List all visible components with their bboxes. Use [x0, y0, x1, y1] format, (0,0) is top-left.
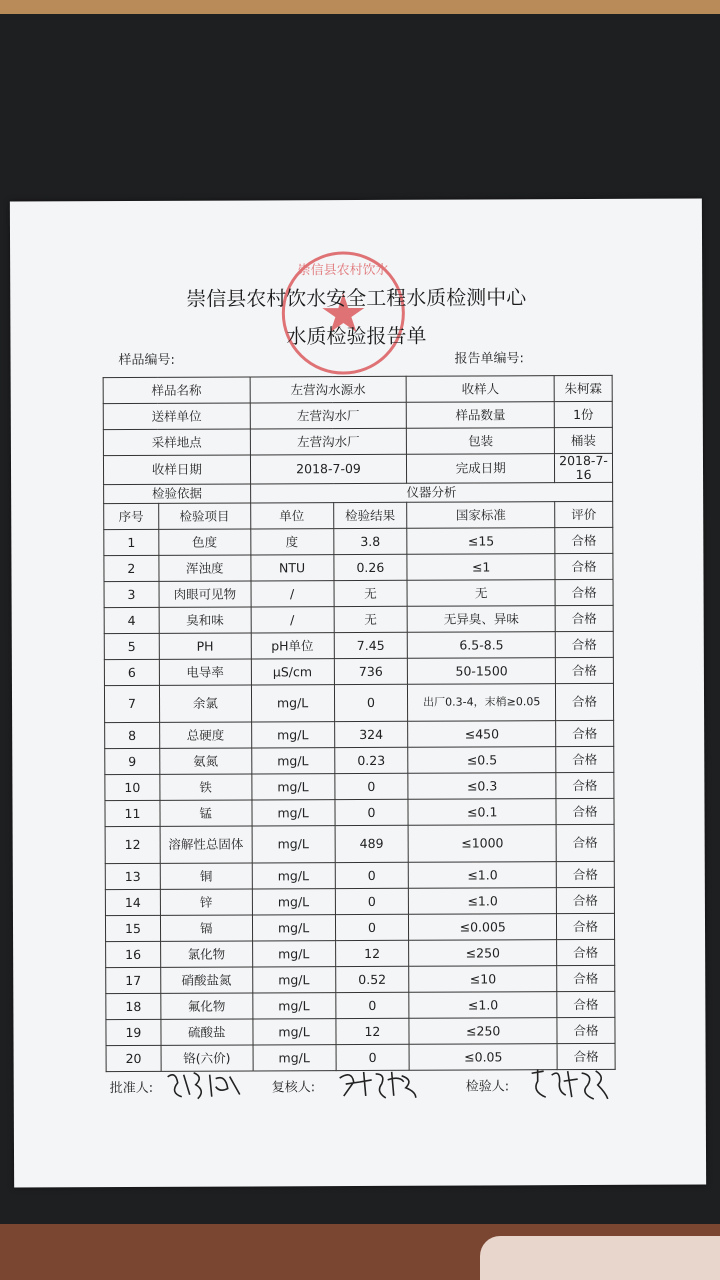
row-result: 12 — [335, 1018, 409, 1044]
row-item: PH — [159, 633, 251, 659]
sender-value: 左营沟水厂 — [250, 402, 407, 429]
svg-text:崇信县农村饮水: 崇信县农村饮水 — [297, 262, 389, 279]
row-item: 浑浊度 — [159, 555, 251, 581]
row-standard: ≤0.1 — [408, 799, 556, 826]
row-standard: ≤0.3 — [408, 773, 556, 800]
table-row — [104, 631, 613, 659]
report-org-title: 崇信县农村饮水安全工程水质检测中心 — [186, 285, 527, 311]
row-eval: 合格 — [555, 657, 613, 683]
report-paper — [10, 198, 706, 1187]
row-unit: mg/L — [252, 889, 335, 915]
row-item: 色度 — [159, 529, 251, 555]
table-row — [105, 913, 614, 941]
row-no: 18 — [106, 993, 161, 1019]
row-standard: 无 — [407, 580, 555, 607]
row-unit: mg/L — [252, 967, 335, 993]
row-eval: 合格 — [556, 861, 614, 887]
table-row — [104, 553, 613, 581]
table-row — [105, 861, 614, 889]
inspector-label: 检验人: — [465, 1079, 510, 1095]
row-result: 0.23 — [334, 747, 408, 773]
row-unit: pH单位 — [251, 633, 334, 659]
row-result: 324 — [334, 721, 408, 747]
row-no: 15 — [105, 915, 160, 941]
row-no: 16 — [106, 941, 161, 967]
row-item: 铁 — [160, 774, 252, 800]
report-no-label: 报告单编号: — [454, 351, 524, 367]
row-no: 8 — [105, 722, 160, 748]
row-result: 0.26 — [333, 554, 407, 580]
row-no: 13 — [105, 863, 160, 889]
row-eval: 合格 — [556, 720, 614, 746]
row-no: 10 — [105, 774, 160, 800]
row-eval: 合格 — [556, 746, 614, 772]
table-row — [105, 824, 614, 863]
row-no: 20 — [106, 1045, 161, 1071]
report-table — [103, 375, 616, 1072]
cloth-edge — [480, 1236, 720, 1280]
row-no: 19 — [106, 1019, 161, 1045]
row-no: 17 — [106, 967, 161, 993]
row-unit: mg/L — [251, 748, 334, 774]
row-result: 0 — [336, 1044, 410, 1070]
receiver-label: 收样人 — [406, 376, 554, 403]
row-item: 镉 — [160, 915, 252, 941]
row-unit: / — [251, 581, 334, 607]
row-standard: ≤1.0 — [409, 888, 557, 915]
table-row — [106, 1017, 615, 1045]
row-unit: mg/L — [253, 1045, 336, 1071]
location-label: 采样地点 — [103, 429, 250, 456]
row-eval: 合格 — [557, 991, 615, 1017]
table-row — [104, 527, 613, 555]
row-unit: mg/L — [252, 941, 335, 967]
col-header-eval: 评价 — [555, 501, 613, 527]
row-eval: 合格 — [555, 605, 613, 631]
info-row — [103, 453, 612, 484]
row-unit: mg/L — [252, 826, 335, 863]
row-unit: 度 — [250, 529, 333, 555]
row-no: 9 — [105, 748, 160, 774]
table-row — [106, 965, 615, 993]
row-result: 736 — [334, 658, 408, 684]
row-eval: 合格 — [555, 579, 613, 605]
row-unit: NTU — [251, 555, 334, 581]
basis-label: 检验依据 — [104, 484, 251, 504]
row-unit: μS/cm — [251, 659, 334, 685]
row-standard: ≤250 — [409, 1018, 557, 1045]
row-eval: 合格 — [557, 1043, 615, 1069]
col-header-no: 序号 — [104, 503, 159, 529]
row-standard: ≤1 — [407, 554, 555, 581]
row-unit: mg/L — [251, 774, 334, 800]
row-standard: 出厂0.3-4，末梢≥0.05 — [408, 684, 556, 722]
row-standard: ≤1.0 — [409, 992, 557, 1019]
official-seal-icon — [278, 248, 409, 379]
row-result: 无 — [334, 580, 408, 606]
row-item: 氨氮 — [160, 748, 252, 774]
table-row — [104, 579, 613, 607]
row-standard: ≤0.005 — [409, 914, 557, 941]
row-eval: 合格 — [555, 527, 613, 553]
row-no: 1 — [104, 529, 159, 555]
row-standard: 50-1500 — [408, 658, 556, 685]
row-standard: ≤1.0 — [409, 862, 557, 889]
row-unit: mg/L — [253, 1019, 336, 1045]
col-header-item: 检验项目 — [159, 503, 251, 529]
table-row — [104, 657, 613, 685]
row-item: 硫酸盐 — [161, 1019, 253, 1045]
row-standard: ≤0.05 — [409, 1044, 557, 1071]
row-item: 肉眼可见物 — [159, 581, 251, 607]
sample-no-label: 样品编号: — [118, 352, 175, 369]
row-no: 7 — [104, 685, 159, 722]
row-eval: 合格 — [556, 798, 614, 824]
table-row — [105, 887, 614, 915]
row-unit: mg/L — [252, 800, 335, 826]
row-no: 11 — [105, 800, 160, 826]
approver-signature — [164, 1067, 244, 1101]
sender-label: 送样单位 — [103, 403, 250, 430]
row-result: 0 — [335, 914, 409, 940]
package-label: 包装 — [407, 428, 555, 455]
basis-value: 仪器分析 — [250, 482, 612, 503]
row-unit: mg/L — [251, 685, 334, 722]
table-row — [106, 991, 615, 1019]
receive-date-value: 2018-7-09 — [250, 454, 407, 484]
table-edge — [0, 0, 720, 14]
row-eval: 合格 — [556, 887, 614, 913]
row-result: 0 — [334, 684, 408, 721]
row-standard: ≤250 — [409, 940, 557, 967]
quantity-value: 1份 — [554, 401, 612, 427]
row-item: 氯化物 — [160, 941, 252, 967]
row-item: 余氯 — [159, 685, 251, 722]
quantity-label: 样品数量 — [407, 402, 555, 429]
col-header-standard: 国家标准 — [407, 502, 555, 529]
table-row — [106, 939, 615, 967]
row-item: 铜 — [160, 863, 252, 889]
row-standard: 6.5-8.5 — [408, 632, 556, 659]
row-no: 12 — [105, 826, 160, 863]
row-eval: 合格 — [555, 683, 613, 720]
report-title: 水质检验报告单 — [286, 323, 427, 349]
info-row — [103, 427, 612, 455]
row-unit: mg/L — [252, 915, 335, 941]
row-no: 3 — [104, 581, 159, 607]
row-unit: mg/L — [252, 863, 335, 889]
row-result: 0 — [334, 773, 408, 799]
row-item: 硝酸盐氮 — [161, 967, 253, 993]
row-standard: ≤15 — [407, 528, 555, 555]
row-eval: 合格 — [556, 824, 614, 861]
sample-name-label: 样品名称 — [103, 377, 250, 404]
table-row — [105, 720, 614, 748]
table-row — [105, 746, 614, 774]
info-row — [103, 401, 612, 429]
row-result: 489 — [335, 825, 409, 862]
row-item: 溶解性总固体 — [160, 826, 252, 863]
row-item: 锰 — [160, 800, 252, 826]
row-unit: / — [251, 607, 334, 633]
complete-date-label: 完成日期 — [407, 454, 555, 484]
row-result: 3.8 — [333, 528, 407, 554]
info-row — [104, 482, 613, 503]
row-unit: mg/L — [251, 722, 334, 748]
row-item: 铬(六价) — [161, 1045, 253, 1071]
row-eval: 合格 — [557, 965, 615, 991]
row-eval: 合格 — [557, 1017, 615, 1043]
row-no: 2 — [104, 555, 159, 581]
row-result: 7.45 — [334, 632, 408, 658]
row-no: 6 — [104, 659, 159, 685]
reviewer-signature — [336, 1066, 422, 1100]
row-result: 无 — [334, 606, 408, 632]
table-row — [104, 683, 613, 722]
row-no: 5 — [104, 633, 159, 659]
reviewer-label: 复核人: — [271, 1080, 316, 1096]
row-result: 0 — [335, 862, 409, 888]
row-result: 0 — [334, 799, 408, 825]
row-standard: ≤10 — [409, 966, 557, 993]
sample-name-value: 左营沟水源水 — [250, 376, 407, 403]
row-result: 0 — [335, 888, 409, 914]
approver-label: 批准人: — [109, 1080, 154, 1097]
row-eval: 合格 — [556, 913, 614, 939]
row-standard: 无异臭、异味 — [407, 606, 555, 633]
row-standard: ≤1000 — [408, 825, 556, 863]
row-item: 氟化物 — [161, 993, 253, 1019]
receive-date-label: 收样日期 — [103, 455, 250, 485]
row-item: 臭和味 — [159, 607, 251, 633]
table-row — [104, 605, 613, 633]
row-result: 0 — [335, 992, 409, 1018]
table-row — [105, 798, 614, 826]
column-header-row — [104, 501, 613, 529]
row-item: 总硬度 — [160, 722, 252, 748]
info-row — [103, 375, 612, 403]
row-no: 14 — [105, 889, 160, 915]
package-value: 桶装 — [554, 427, 612, 453]
row-eval: 合格 — [557, 939, 615, 965]
row-no: 4 — [104, 607, 159, 633]
row-result: 0.52 — [335, 966, 409, 992]
row-unit: mg/L — [252, 993, 335, 1019]
row-result: 12 — [335, 940, 409, 966]
row-item: 锌 — [160, 889, 252, 915]
location-value: 左营沟水厂 — [250, 428, 407, 455]
row-eval: 合格 — [555, 553, 613, 579]
row-eval: 合格 — [555, 631, 613, 657]
table-row — [105, 772, 614, 800]
row-standard: ≤450 — [408, 721, 556, 748]
complete-date-value: 2018-7-16 — [554, 453, 612, 482]
receiver-value: 朱柯霖 — [554, 375, 612, 401]
row-eval: 合格 — [556, 772, 614, 798]
row-item: 电导率 — [159, 659, 251, 685]
col-header-result: 检验结果 — [333, 502, 407, 528]
col-header-unit: 单位 — [250, 503, 333, 529]
inspector-signature — [526, 1065, 612, 1103]
row-standard: ≤0.5 — [408, 747, 556, 774]
